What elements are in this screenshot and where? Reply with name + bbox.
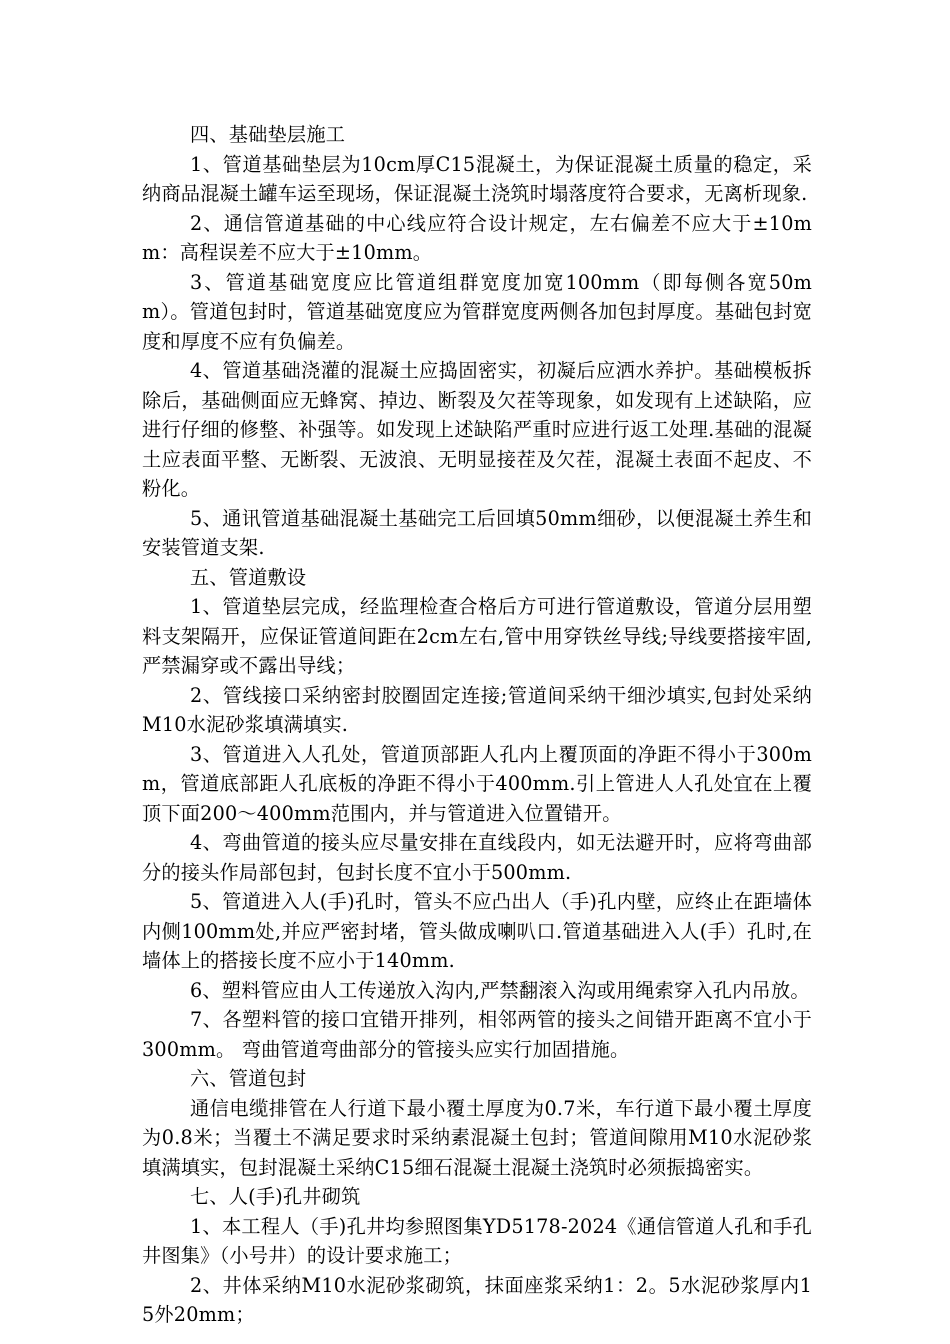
- paragraph: 3、管道基础宽度应比管道组群宽度加宽100mm（即每侧各宽50mm）。管道包封时，管道基础宽度应为管群宽度两侧各加包封厚度。基础包封宽度和厚度不应有负偏差。: [142, 270, 812, 353]
- section-heading-foundation-cushion: 四、基础垫层施工: [190, 123, 346, 146]
- section-heading-manhole-masonry: 七、人(手)孔井砌筑: [190, 1185, 361, 1208]
- paragraph: 1、本工程人（手)孔井均参照图集YD5178-2024《通信管道人孔和手孔井图集》（小号井）的设计要求施工；: [142, 1214, 812, 1267]
- paragraph: 6、塑料管应由人工传递放入沟内,严禁翻滚入沟或用绳索穿入孔内吊放。: [190, 978, 810, 1002]
- paragraph: 1、管道基础垫层为10cm厚C15混凝土，为保证混凝土质量的稳定，采纳商品混凝土罐车运至现场，保证混凝土浇筑时塌落度符合要求，无离析现象.: [142, 152, 812, 205]
- paragraph: 4、弯曲管道的接头应尽量安排在直线段内，如无法避开时，应将弯曲部分的接头作局部包封，包封长度不宜小于500mm.: [142, 831, 812, 884]
- section-heading-pipe-encasement: 六、管道包封: [190, 1067, 307, 1090]
- paragraph: 1、管道垫层完成，经监理检查合格后方可进行管道敷设，管道分层用塑料支架隔开，应保证管道间距在2cm左右,管中用穿铁丝导线;导线要搭接牢固,严禁漏穿或不露出导线；: [142, 595, 812, 677]
- paragraph: 3、管道进入人孔处，管道顶部距人孔内上覆顶面的净距不得小于300mm，管道底部距人孔底板的净距不得小于400mm.引上管进人人孔处宜在上覆顶下面200～400mm范围内，并与管道进入位置错开。: [142, 742, 812, 825]
- document-body: [142, 120, 812, 1330]
- paragraph: 2、管线接口采纳密封胶圈固定连接;管道间采纳干细沙填实,包封处采纳M10水泥砂浆填满填实.: [142, 683, 812, 736]
- paragraph: 5、通讯管道基础混凝土基础完工后回填50mm细砂，以便混凝土养生和安装管道支架.: [142, 506, 812, 559]
- paragraph: 2、井体采纳M10水泥砂浆砌筑，抹面座浆采纳1：2。5水泥砂浆厚内15外20mm；: [142, 1273, 812, 1326]
- paragraph: 7、各塑料管的接口宜错开排列，相邻两管的接头之间错开距离不宜小于300mm。 弯曲管道弯曲部分的管接头应实行加固措施。: [142, 1008, 812, 1061]
- paragraph: 2、通信管道基础的中心线应符合设计规定，左右偏差不应大于±10mm：高程误差不应大于±10mm。: [142, 211, 812, 264]
- paragraph: 5、管道进入人(手)孔时，管头不应凸出人（手)孔内壁，应终止在距墙体内侧100mm处,并应严密封堵，管头做成喇叭口.管道基础进入人(手）孔时,在墙体上的搭接长度不应小于140mm.: [142, 890, 812, 972]
- paragraph: 通信电缆排管在人行道下最小覆土厚度为0.7米，车行道下最小覆土厚度为0.8米；当覆土不满足要求时采纳素混凝土包封；管道间隙用M10水泥砂浆填满填实，包封混凝土采纳C15细石混凝土混凝土浇筑时必须振捣密实。: [142, 1096, 812, 1179]
- paragraph: 4、管道基础浇灌的混凝土应捣固密实，初凝后应洒水养护。基础模板拆除后，基础侧面应无蜂窝、掉边、断裂及欠茬等现象，如发现有上述缺陷，应进行仔细的修整、补强等。如发现上述缺陷严重时应进行返工处理.基础的混凝土应表面平整、无断裂、无波浪、无明显接茬及欠茬，混凝土表面不起皮、不粉化。: [142, 359, 812, 500]
- section-heading-pipe-laying: 五、管道敷设: [190, 565, 307, 589]
